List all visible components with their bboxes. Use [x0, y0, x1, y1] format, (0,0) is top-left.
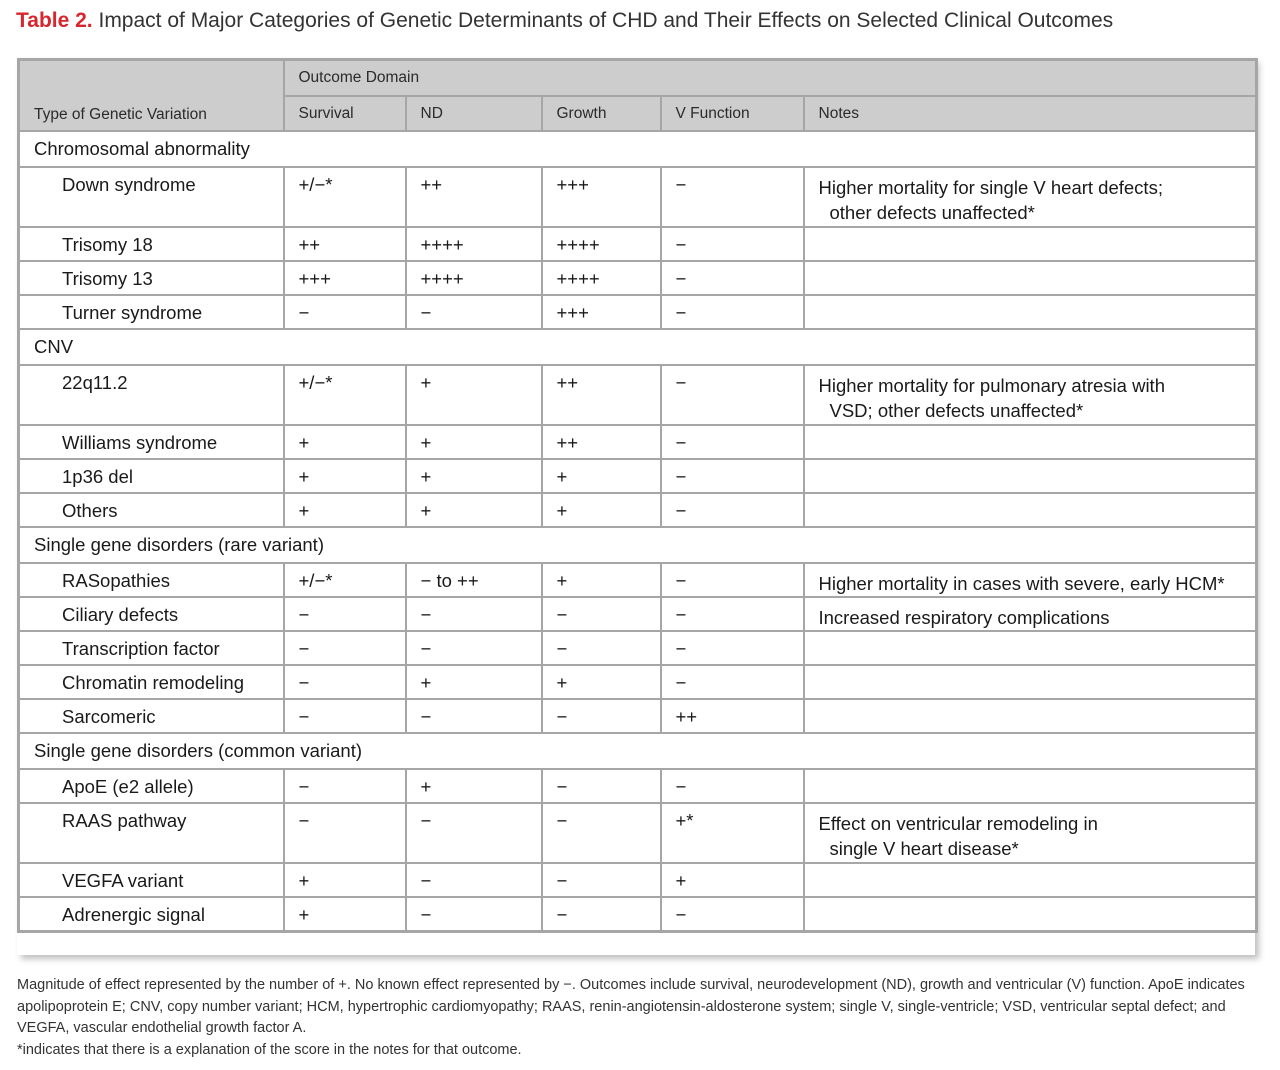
- note-line: Higher mortality for single V heart defects;: [818, 177, 1163, 198]
- survival-cell: +: [284, 493, 406, 527]
- category-name: Single gene disorders (rare variant): [19, 527, 1257, 563]
- category-name: CNV: [19, 329, 1257, 365]
- table-row: [19, 167, 1257, 227]
- table-row: [19, 563, 1257, 597]
- note-line: Higher mortality for pulmonary atresia with: [818, 375, 1165, 396]
- growth-cell: ++: [542, 365, 661, 425]
- notes-cell: [804, 459, 1257, 493]
- growth-cell: +: [542, 493, 661, 527]
- variation-name: Trisomy 13: [19, 261, 284, 295]
- footnote-asterisk: *indicates that there is a explanation of the score in the notes for that outcome.: [17, 1041, 522, 1058]
- growth-cell: −: [542, 863, 661, 897]
- survival-cell: −: [284, 769, 406, 803]
- category-name: Single gene disorders (common variant): [19, 733, 1257, 769]
- v-function-cell: −: [661, 631, 804, 665]
- notes-cell: [804, 803, 1257, 863]
- survival-cell: −: [284, 631, 406, 665]
- category-row: [19, 527, 1257, 563]
- category-row: [19, 733, 1257, 769]
- nd-cell: +: [406, 365, 542, 425]
- growth-cell: ++: [542, 425, 661, 459]
- variation-name: Down syndrome: [19, 167, 284, 227]
- v-function-cell: −: [661, 563, 804, 597]
- table-row: [19, 897, 1257, 931]
- notes-cell: [804, 365, 1257, 425]
- variation-name: Transcription factor: [19, 631, 284, 665]
- growth-cell: −: [542, 699, 661, 733]
- table-row: [19, 803, 1257, 863]
- variation-name: Turner syndrome: [19, 295, 284, 329]
- variation-name: VEGFA variant: [19, 863, 284, 897]
- variation-name: Williams syndrome: [19, 425, 284, 459]
- nd-cell: ++++: [406, 227, 542, 261]
- header-type: Type of Genetic Variation: [19, 60, 284, 132]
- nd-cell: − to ++: [406, 563, 542, 597]
- notes-cell: [804, 897, 1257, 931]
- growth-cell: +: [542, 563, 661, 597]
- v-function-cell: −: [661, 493, 804, 527]
- survival-cell: +: [284, 425, 406, 459]
- variation-name: RAAS pathway: [19, 803, 284, 863]
- v-function-cell: −: [661, 365, 804, 425]
- variation-name: 1p36 del: [19, 459, 284, 493]
- v-function-cell: −: [661, 167, 804, 227]
- note-line-continued: VSD; other defects unaffected*: [829, 400, 1084, 421]
- v-function-cell: −: [661, 295, 804, 329]
- variation-name: Adrenergic signal: [19, 897, 284, 931]
- table-title: [16, 6, 1266, 36]
- growth-cell: ++++: [542, 227, 661, 261]
- growth-cell: −: [542, 803, 661, 863]
- nd-cell: −: [406, 699, 542, 733]
- variation-name: Sarcomeric: [19, 699, 284, 733]
- v-function-cell: −: [661, 261, 804, 295]
- v-function-cell: −: [661, 769, 804, 803]
- survival-cell: +: [284, 863, 406, 897]
- survival-cell: +/−*: [284, 365, 406, 425]
- table-row: [19, 365, 1257, 425]
- v-function-cell: −: [661, 227, 804, 261]
- table-row: [19, 863, 1257, 897]
- notes-cell: [804, 425, 1257, 459]
- note-line: Increased respiratory complications: [818, 607, 1110, 628]
- header-notes: Notes: [804, 96, 1257, 131]
- variation-name: Chromatin remodeling: [19, 665, 284, 699]
- notes-cell: [804, 295, 1257, 329]
- table-header: [19, 60, 1257, 132]
- survival-cell: −: [284, 699, 406, 733]
- variation-name: Ciliary defects: [19, 597, 284, 631]
- notes-cell: [804, 493, 1257, 527]
- footnote: [17, 975, 1267, 1061]
- v-function-cell: −: [661, 425, 804, 459]
- notes-cell: [804, 167, 1257, 227]
- header-survival: Survival: [284, 96, 406, 131]
- note-line: Effect on ventricular remodeling in: [818, 813, 1098, 834]
- v-function-cell: +: [661, 863, 804, 897]
- v-function-cell: −: [661, 897, 804, 931]
- header-nd: ND: [406, 96, 542, 131]
- category-row: [19, 131, 1257, 167]
- table-row: [19, 631, 1257, 665]
- v-function-cell: −: [661, 665, 804, 699]
- nd-cell: +: [406, 459, 542, 493]
- note-line: Higher mortality in cases with severe, early HCM*: [818, 573, 1225, 594]
- notes-cell: [804, 597, 1257, 631]
- notes-cell: [804, 665, 1257, 699]
- nd-cell: −: [406, 631, 542, 665]
- table-row: [19, 227, 1257, 261]
- category-name: Chromosomal abnormality: [19, 131, 1257, 167]
- nd-cell: ++++: [406, 261, 542, 295]
- nd-cell: +: [406, 769, 542, 803]
- genetic-determinants-table: [17, 58, 1258, 933]
- growth-cell: +++: [542, 167, 661, 227]
- v-function-cell: +*: [661, 803, 804, 863]
- variation-name: Trisomy 18: [19, 227, 284, 261]
- table-row: [19, 261, 1257, 295]
- table-number: Table 2.: [16, 9, 93, 32]
- nd-cell: −: [406, 897, 542, 931]
- survival-cell: +: [284, 897, 406, 931]
- variation-name: 22q11.2: [19, 365, 284, 425]
- table-container: [17, 58, 1255, 955]
- v-function-cell: −: [661, 459, 804, 493]
- survival-cell: −: [284, 295, 406, 329]
- notes-cell: [804, 261, 1257, 295]
- table-row: [19, 597, 1257, 631]
- category-row: [19, 329, 1257, 365]
- footnote-abbreviations: Magnitude of effect represented by the number of +. No known effect represented by −. Outcomes include survival, neurodevelopment (ND), growth and ventricular (V) function. ApoE indicates apolipoprotein E; CNV, copy number variant; HCM, hypertrophic cardiomyopathy; RAAS, renin-angiotensin-aldosterone system; single V, single-ventricle; VSD, ventricular septal defect; and VEGFA, vascular endothelial growth factor A.: [17, 977, 1245, 1036]
- note-line-continued: single V heart disease*: [829, 838, 1019, 859]
- growth-cell: +: [542, 665, 661, 699]
- notes-cell: [804, 563, 1257, 597]
- nd-cell: ++: [406, 167, 542, 227]
- notes-cell: [804, 227, 1257, 261]
- survival-cell: −: [284, 597, 406, 631]
- growth-cell: −: [542, 769, 661, 803]
- growth-cell: −: [542, 631, 661, 665]
- nd-cell: −: [406, 597, 542, 631]
- survival-cell: −: [284, 665, 406, 699]
- table-row: [19, 699, 1257, 733]
- growth-cell: +++: [542, 295, 661, 329]
- nd-cell: +: [406, 665, 542, 699]
- survival-cell: +/−*: [284, 167, 406, 227]
- notes-cell: [804, 863, 1257, 897]
- table-row: [19, 295, 1257, 329]
- table-body: [19, 131, 1257, 931]
- notes-cell: [804, 769, 1257, 803]
- nd-cell: −: [406, 863, 542, 897]
- survival-cell: +/−*: [284, 563, 406, 597]
- table-row: [19, 665, 1257, 699]
- notes-cell: [804, 699, 1257, 733]
- growth-cell: +: [542, 459, 661, 493]
- survival-cell: ++: [284, 227, 406, 261]
- survival-cell: −: [284, 803, 406, 863]
- nd-cell: −: [406, 295, 542, 329]
- growth-cell: ++++: [542, 261, 661, 295]
- variation-name: Others: [19, 493, 284, 527]
- survival-cell: +: [284, 459, 406, 493]
- table-row: [19, 459, 1257, 493]
- table-caption: Impact of Major Categories of Genetic Determinants of CHD and Their Effects on Selected Clinical Outcomes: [98, 9, 1114, 32]
- nd-cell: −: [406, 803, 542, 863]
- variation-name: RASopathies: [19, 563, 284, 597]
- survival-cell: +++: [284, 261, 406, 295]
- table-row: [19, 493, 1257, 527]
- nd-cell: +: [406, 425, 542, 459]
- growth-cell: −: [542, 597, 661, 631]
- nd-cell: +: [406, 493, 542, 527]
- growth-cell: −: [542, 897, 661, 931]
- notes-cell: [804, 631, 1257, 665]
- table-row: [19, 425, 1257, 459]
- variation-name: ApoE (e2 allele): [19, 769, 284, 803]
- v-function-cell: −: [661, 597, 804, 631]
- header-v-function: V Function: [661, 96, 804, 131]
- header-growth: Growth: [542, 96, 661, 131]
- note-line-continued: other defects unaffected*: [829, 202, 1035, 223]
- table-row: [19, 769, 1257, 803]
- header-outcome-domain: Outcome Domain: [284, 60, 1257, 97]
- v-function-cell: ++: [661, 699, 804, 733]
